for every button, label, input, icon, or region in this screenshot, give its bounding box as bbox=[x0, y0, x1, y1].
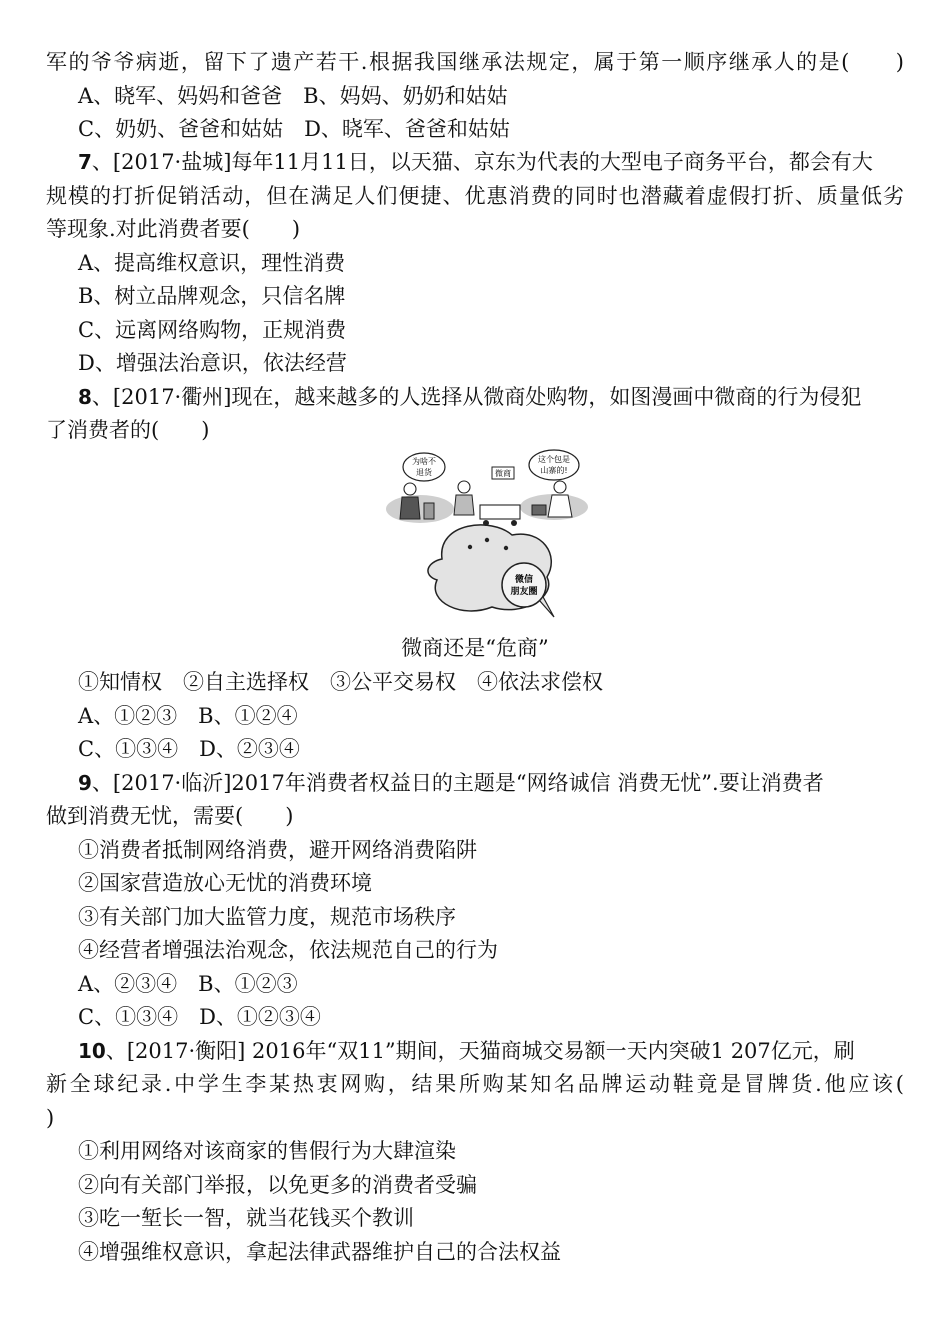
q7-option-c: C、远离网络购物，正规消费 bbox=[78, 318, 347, 342]
cart-wheel bbox=[483, 520, 489, 526]
q6-options-cd: C、奶奶、爸爸和姑姑 D、晓军、爸爸和姑姑 bbox=[78, 117, 510, 141]
shopping-cart bbox=[480, 505, 520, 519]
figure-middle-body bbox=[454, 495, 474, 515]
bubble-left-text-1: 为啥不 bbox=[412, 457, 436, 466]
q7-number: 7 bbox=[78, 150, 92, 174]
q9-item-2: ②国家营造放心无忧的消费环境 bbox=[78, 871, 372, 895]
q7-stem-line2: 规模的打折促销活动，但在满足人们便捷、优惠消费的同时也潜藏着虚假打折、质量低劣 bbox=[46, 184, 904, 208]
cloud-dot bbox=[468, 545, 472, 549]
q9-item-4: ④经营者增强法治观念，依法规范自己的行为 bbox=[78, 938, 498, 962]
handbag bbox=[532, 505, 546, 515]
q8-stem-line1: 8、[2017·衢州]现在，越来越多的人选择从微商处购物，如图漫画中微商的行为侵犯 bbox=[78, 385, 862, 409]
q7-option-d: D、增强法治意识，依法经营 bbox=[78, 351, 347, 375]
q10-item-3: ③吃一堑长一智，就当花钱买个教训 bbox=[78, 1206, 414, 1230]
figure-caption: 微商还是“危商” bbox=[401, 636, 549, 660]
q9-item-3: ③有关部门加大监管力度，规范市场秩序 bbox=[78, 905, 456, 929]
q9-stem-line1: 9、[2017·临沂]2017年消费者权益日的主题是“网络诚信 消费无忧”.要让消费者 bbox=[78, 771, 824, 795]
cart-wheel bbox=[511, 520, 517, 526]
cloud-dot bbox=[485, 538, 489, 542]
figure-right-body bbox=[548, 495, 572, 517]
circle-text-1: 微信 bbox=[514, 575, 534, 585]
shop-sign-text: 微商 bbox=[495, 469, 511, 478]
q9-number: 9 bbox=[78, 771, 92, 795]
figure-left-head bbox=[404, 483, 416, 495]
q8-items: ①知情权 ②自主选择权 ③公平交易权 ④依法求偿权 bbox=[78, 670, 603, 694]
wechat-circle bbox=[502, 563, 546, 607]
q9-item-1: ①消费者抵制网络消费，避开网络消费陷阱 bbox=[78, 838, 477, 862]
q6-stem-line: 军的爷爷病逝，留下了遗产若干.根据我国继承法规定，属于第一顺序继承人的是( ) bbox=[46, 50, 904, 74]
q7-stem-line1: 7、[2017·盐城]每年11月11日，以天猫、京东为代表的大型电子商务平台，都会有大 bbox=[78, 150, 873, 174]
q9-options-cd: C、①③④ D、①②③④ bbox=[78, 1005, 321, 1029]
q7-option-b: B、树立品牌观念，只信名牌 bbox=[78, 284, 346, 308]
q10-stem-line3: ) bbox=[46, 1106, 55, 1130]
q8-number: 8 bbox=[78, 385, 92, 409]
q8-options-ab: A、①②③ B、①②④ bbox=[78, 704, 298, 728]
bubble-left-text-2: 退货 bbox=[416, 468, 432, 477]
q6-options-ab: A、晓军、妈妈和爸爸 B、妈妈、奶奶和姑姑 bbox=[78, 84, 508, 108]
cloud-dot bbox=[504, 546, 508, 550]
q7-stem-line3: 等现象.对此消费者要( ) bbox=[46, 217, 301, 241]
box-stack bbox=[424, 503, 434, 519]
q10-item-2: ②向有关部门举报，以免更多的消费者受骗 bbox=[78, 1173, 477, 1197]
q7-option-a: A、提高维权意识，理性消费 bbox=[78, 251, 346, 275]
q10-item-4: ④增强维权意识，拿起法律武器维护自己的合法权益 bbox=[78, 1240, 561, 1264]
q9-stem-line2: 做到消费无忧，需要( ) bbox=[46, 804, 294, 828]
q10-stem-line1: 10、[2017·衡阳] 2016年“双11”期间，天猫商城交易额一天内突破1 207亿元，刷 bbox=[78, 1039, 855, 1063]
q10-item-1: ①利用网络对该商家的售假行为大肆渲染 bbox=[78, 1139, 456, 1163]
figure-left-body bbox=[400, 497, 420, 519]
q9-options-ab: A、②③④ B、①②③ bbox=[78, 972, 298, 996]
bubble-right-text-2: 山寨的! bbox=[540, 466, 568, 475]
figure-middle-head bbox=[458, 481, 470, 493]
q10-number: 10 bbox=[78, 1039, 106, 1063]
circle-text-2: 朋友圈 bbox=[510, 587, 538, 597]
figure-right-head bbox=[554, 481, 566, 493]
cartoon-illustration bbox=[382, 447, 592, 625]
bubble-right-text-1: 这个包是 bbox=[538, 455, 570, 464]
q8-options-cd: C、①③④ D、②③④ bbox=[78, 737, 300, 761]
q8-stem-line2: 了消费者的( ) bbox=[46, 418, 210, 442]
q10-stem-line2: 新全球纪录.中学生李某热衷网购，结果所购某知名品牌运动鞋竟是冒牌货.他应该( bbox=[46, 1072, 904, 1096]
